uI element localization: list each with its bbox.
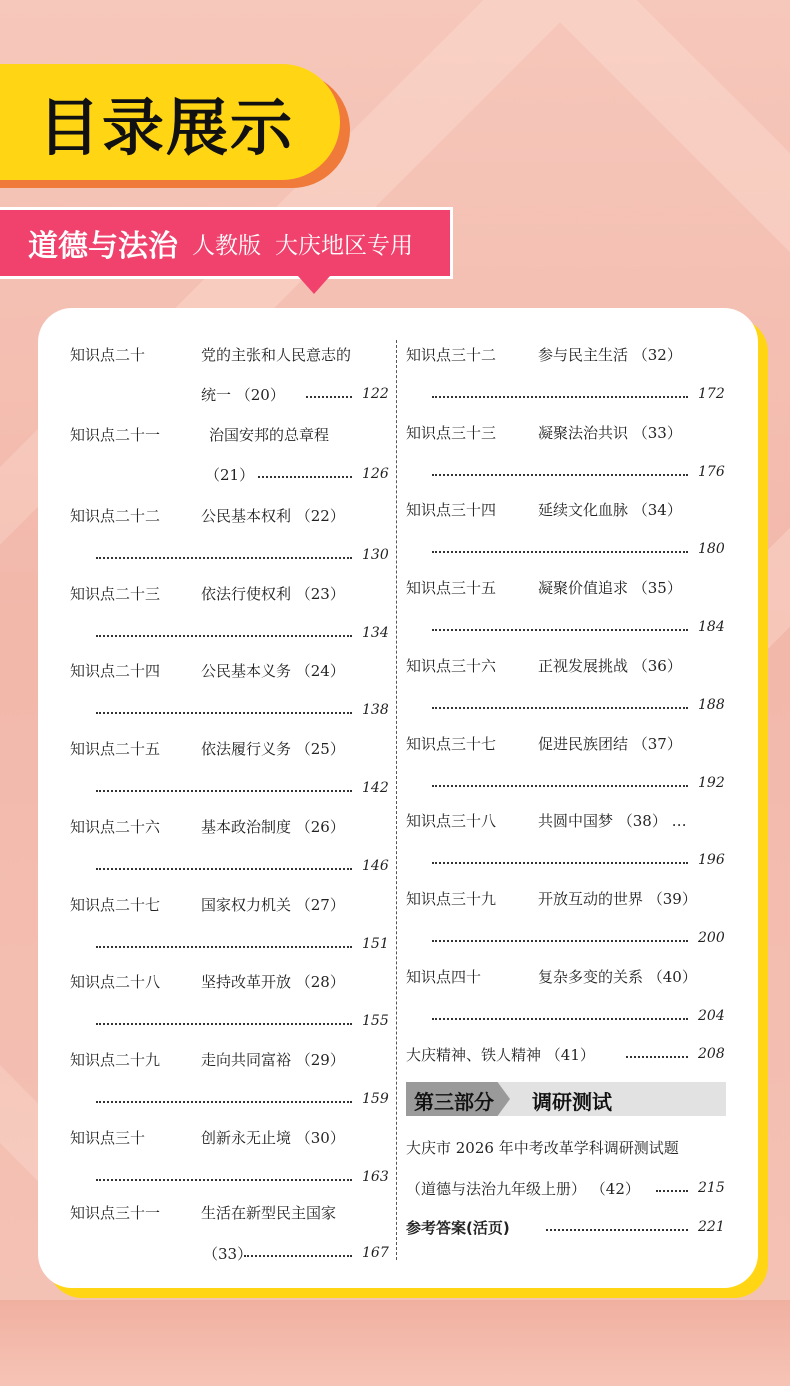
page-number: 192 [698,774,725,791]
page-number: 151 [362,935,389,952]
dot-leader [546,1227,688,1231]
kp-label: 知识点三十四 [406,501,497,520]
page-number: 126 [362,466,389,482]
kp-label: 知识点二十一 [70,426,161,444]
page-number: 188 [698,696,725,713]
kp-label: 知识点二十五 [70,740,161,759]
dot-leader [96,633,352,637]
page-number: 167 [362,1245,389,1261]
entry-title-cont: （33） [203,1245,253,1263]
kp-label: 知识点三十 [70,1128,146,1147]
entry-title: 开放互动的世界 （39） [538,889,697,908]
page-number: 221 [698,1219,725,1235]
kp-label: 知识点三十七 [406,734,497,753]
background-floor [0,1300,790,1386]
page-number: 172 [698,386,725,402]
page-number: 159 [362,1090,389,1107]
dot-leader [258,474,352,478]
page-number: 122 [362,386,389,402]
dot-leader [656,1188,688,1192]
column-divider [396,340,397,1260]
entry-title-cont: （21） [205,466,255,484]
kp-label: 知识点三十三 [406,423,497,442]
dot-leader [432,472,688,476]
kp-label: 知识点三十一 [70,1204,161,1222]
dot-leader [96,1021,352,1025]
dot-leader [432,1016,688,1020]
section-heading [406,1082,726,1116]
kp-label: 知识点二十七 [70,895,161,914]
entry-title: 延续文化血脉 （34） [538,501,682,520]
dot-leader [96,788,352,792]
entry-title-cont: （道德与法治九年级上册） （42） [406,1180,640,1198]
dot-leader [96,866,352,870]
page-number: 200 [698,929,725,946]
title-banner [0,64,340,180]
entry-title: 参与民主生活 （32） [538,346,682,364]
dot-leader [432,627,688,631]
dot-leader [432,549,688,553]
kp-label: 知识点三十五 [406,579,497,598]
entry-title: 复杂多变的关系 （40） [538,967,697,986]
page-number: 196 [698,852,725,869]
kp-label: 知识点二十三 [70,584,161,603]
entry-title: 依法履行义务 （25） [201,740,345,759]
subject-label: 道德与法治 [28,229,178,264]
entry-title: 大庆市 2026 年中考改革学科调研测试题 [406,1139,679,1157]
page-number: 176 [698,463,725,480]
dot-leader [432,938,688,942]
kp-label: 知识点三十九 [406,889,497,908]
kp-label: 知识点二十 [70,346,146,364]
entry-title: 正视发展挑战 （36） [538,656,682,675]
page-title: 目录展示 [38,90,295,164]
kp-label: 知识点二十六 [70,817,161,836]
dot-leader [244,1253,352,1257]
edition-label: 人教版 [192,232,261,259]
entry-title: 公民基本权利 （22） [201,507,345,525]
page-number: 163 [362,1168,389,1185]
entry-title: 参考答案(活页) [406,1219,510,1237]
page-number: 130 [362,547,389,563]
entry-title: 凝聚法治共识 （33） [538,423,682,442]
page-number: 146 [362,857,389,874]
ribbon-pointer [298,276,330,294]
entry-title: 走向共同富裕 （29） [201,1050,345,1069]
dot-leader [432,394,688,398]
kp-label: 知识点三十八 [406,812,497,831]
page-number: 204 [698,1007,725,1024]
entry-title-cont: 统一 （20） [201,386,285,404]
entry-title: 国家权力机关 （27） [201,895,345,914]
section-tag-label: 第三部分 [414,1090,494,1114]
kp-label: 知识点二十二 [70,507,161,525]
page-number: 138 [362,702,389,719]
entry-title: 公民基本义务 （24） [201,662,345,681]
page-number: 208 [698,1046,725,1062]
dot-leader [626,1054,688,1058]
entry-title: 坚持改革开放 （28） [201,973,345,992]
dot-leader [306,394,352,398]
entry-title: 凝聚价值追求 （35） [538,579,682,598]
entry-title: 治国安邦的总章程 [209,426,330,444]
entry-title: 共圆中国梦 （38） … [538,812,687,831]
entry-title: 促进民族团结 （37） [538,734,682,753]
entry-title: 基本政治制度 （26） [201,817,345,836]
kp-label: 知识点二十四 [70,662,161,681]
entry-title: 党的主张和人民意志的 [201,346,352,364]
entry-title: 生活在新型民主国家 [201,1204,337,1222]
subject-ribbon [0,207,453,279]
dot-leader [432,860,688,864]
dot-leader [96,555,352,559]
dot-leader [96,1177,352,1181]
entry-title: 依法行使权利 （23） [201,584,345,603]
kp-label: 知识点三十二 [406,346,497,364]
region-label: 大庆地区专用 [275,232,413,259]
dot-leader [96,710,352,714]
page-number: 215 [698,1180,725,1196]
page-number: 155 [362,1013,389,1030]
page-number: 142 [362,780,389,797]
dot-leader [432,783,688,787]
kp-label: 知识点三十六 [406,656,497,675]
kp-label: 知识点二十八 [70,973,161,992]
page-number: 134 [362,624,389,641]
page-number: 184 [698,619,725,636]
page-number: 180 [698,541,725,558]
dot-leader [96,944,352,948]
entry-title: 创新永无止境 （30） [201,1128,345,1147]
entry-title: 大庆精神、铁人精神 （41） [406,1046,595,1064]
dot-leader [432,705,688,709]
dot-leader [96,1099,352,1103]
kp-label: 知识点四十 [406,967,482,986]
section-title: 调研测试 [532,1090,612,1114]
kp-label: 知识点二十九 [70,1050,161,1069]
